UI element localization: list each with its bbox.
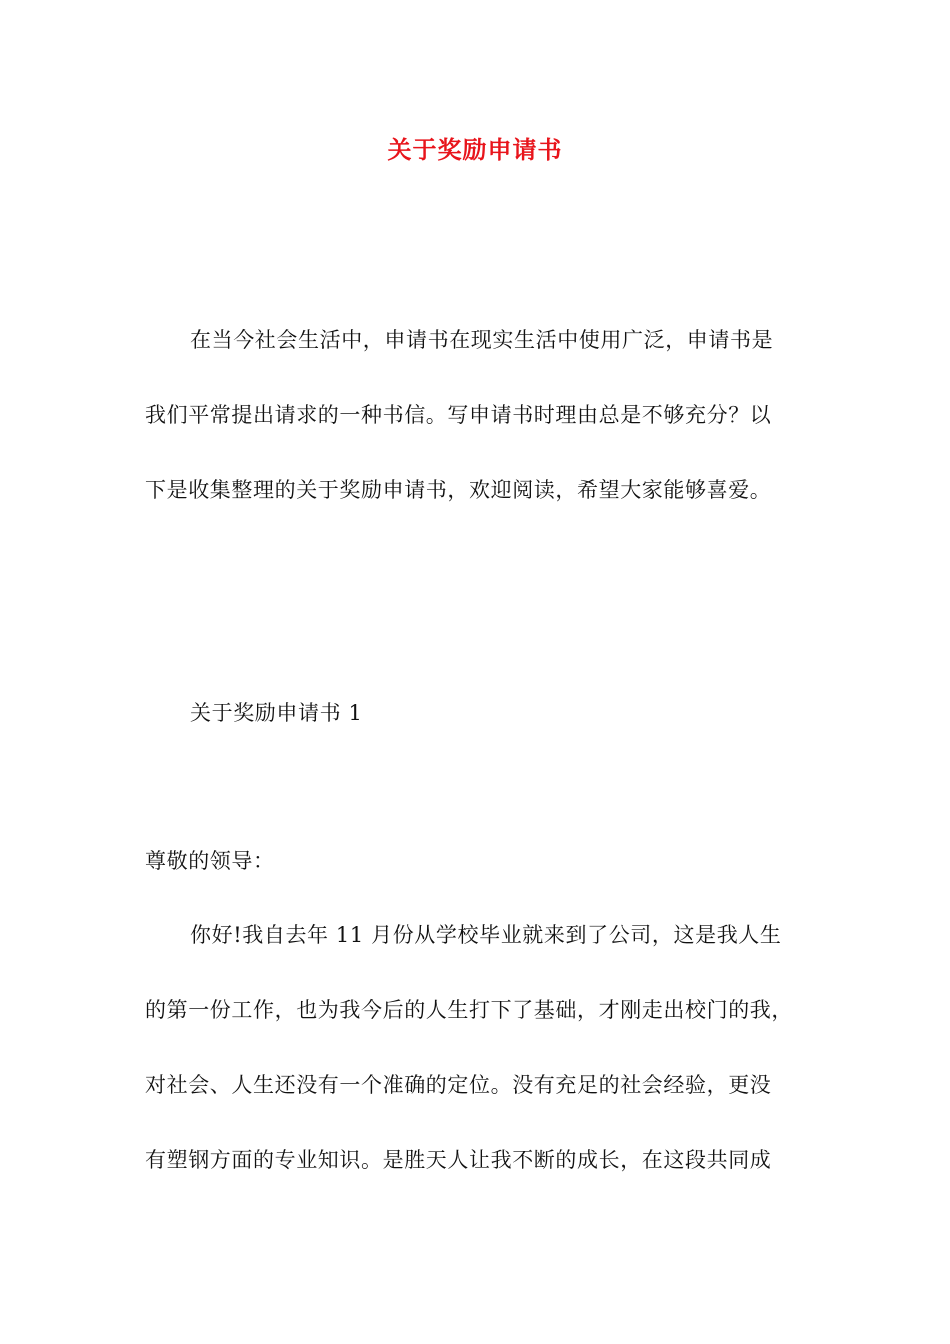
document-title: 关于奖励申请书 xyxy=(387,135,563,164)
salutation: 尊敬的领导： xyxy=(145,849,275,873)
body-line-4: 有塑钢方面的专业知识。是胜天人让我不断的成长，在这段共同成 xyxy=(145,1148,772,1172)
intro-line-2: 我们平常提出请求的一种书信。写申请书时理由总是不够充分？以 xyxy=(145,403,772,427)
body-line-3: 对社会、人生还没有一个准确的定位。没有充足的社会经验，更没 xyxy=(145,1073,772,1097)
intro-line-1: 在当今社会生活中，申请书在现实生活中使用广泛，申请书是 xyxy=(190,328,774,352)
body-line-2: 的第一份工作，也为我今后的人生打下了基础，才刚走出校门的我， xyxy=(145,998,793,1022)
body-line-1: 你好!我自去年 11 月份从学校毕业就来到了公司，这是我人生 xyxy=(190,923,782,947)
intro-line-3: 下是收集整理的关于奖励申请书，欢迎阅读，希望大家能够喜爱。 xyxy=(145,478,772,502)
section-heading: 关于奖励申请书 1 xyxy=(190,701,363,725)
